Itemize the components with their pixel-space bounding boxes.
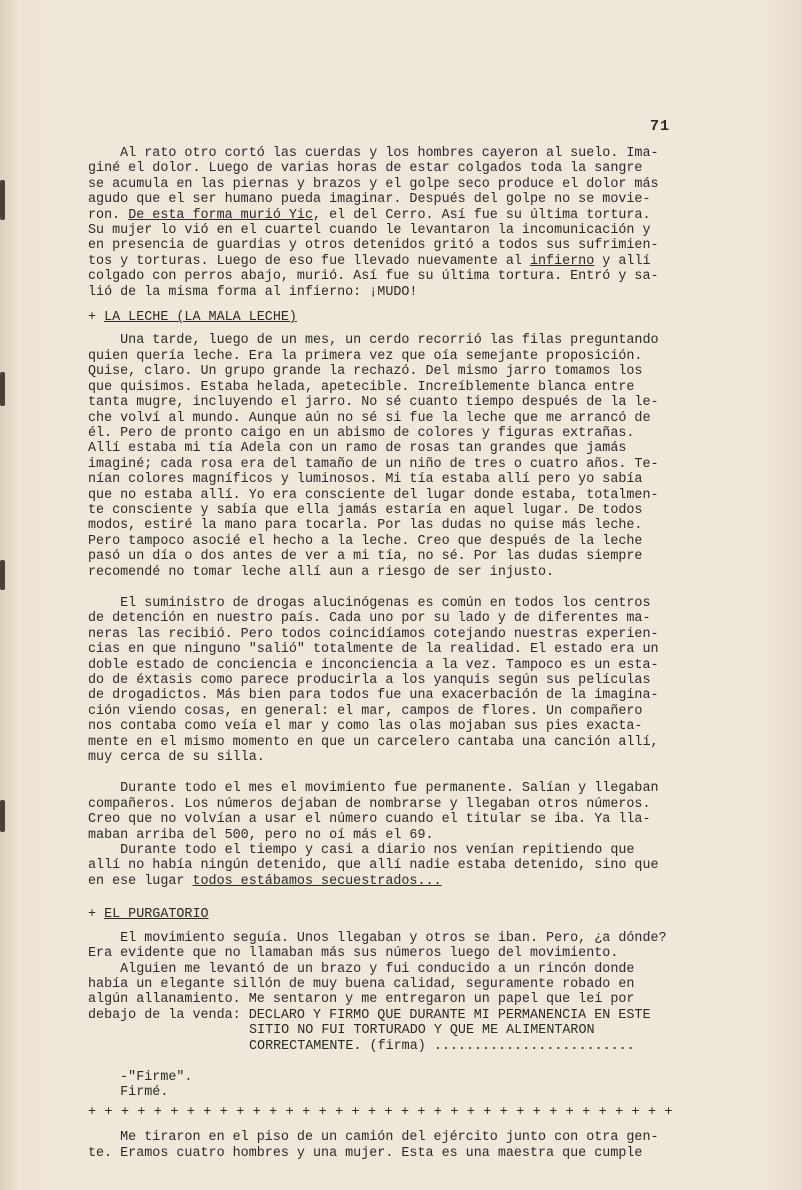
text-line: do de éxtasis como parece producirla a los yanquis según sus películas	[88, 673, 651, 688]
text-fragment: , el del Cerro. Así fue su última tortura.	[313, 207, 651, 223]
text-line: que quisimos. Estaba helada, apetecible. Increíblemente blanca entre	[88, 379, 635, 395]
text-line: se acumula en las piernas y brazos y el golpe seco produce el dolor más	[88, 176, 659, 192]
text-line: Al rato otro cortó las cuerdas y los hombres cayeron al suelo. Ima-	[88, 146, 659, 161]
text-line: pasó un día o dos antes de ver a mi tía, no sé. Por las dudas siempre	[88, 549, 643, 565]
text-line: tanta mugre, incluyendo el jarro. No sé cuanto tiempo después de la le-	[88, 395, 659, 411]
text-line: te consciente y sabía que ella jamás estaría en aquel lugar. De todos	[88, 502, 643, 518]
text-line: Pero tampoco asocié el hecho a la leche. Creo que después de la leche	[88, 533, 643, 549]
binding-mark	[0, 180, 5, 220]
text-line: maban arriba del 500, pero no oí más el 69.	[88, 827, 434, 843]
text-line: de drogadictos. Más bien para todos fue una exacerbación de la imagina-	[88, 688, 659, 704]
text-line: recomendé no tomar leche allí aun a riesgo de ser injusto.	[88, 564, 555, 580]
text-line: cias en que ninguno "salió" totalmente de la realidad. El estado era un	[88, 642, 659, 658]
text-line: Firmé.	[88, 1085, 169, 1101]
text-line: nos contaba como veía el mar y como las olas mojaban sus pies exacta-	[88, 719, 643, 735]
paragraph-5	[88, 931, 728, 1054]
text-line: mente en el mismo momento en que un carcelero cantaba una canción allí,	[88, 734, 659, 750]
text-line: lió de la misma forma al infierno: ¡MUDO!	[88, 284, 418, 300]
text-line: Su mujer lo vió en el cuartel cuando le levantaron la incomunicación y	[88, 223, 651, 239]
dialogue	[88, 1070, 728, 1101]
text-line	[88, 1008, 728, 1023]
binding-mark	[0, 372, 5, 406]
heading-text: LA LECHE (LA MALA LECHE)	[104, 310, 297, 326]
text-line: en presencia de guardias y otros detenidos gritó a todos sus sufrimien-	[88, 238, 659, 254]
underlined-phrase: todos estábamos secuestrados...	[192, 873, 442, 889]
text-line: modos, estiré la mano para tocarla. Por las dudas no quise más leche.	[88, 518, 643, 534]
text-line: doble estado de conciencia e inconciencia a la vez. Tampoco es un esta-	[88, 657, 659, 673]
section-heading-la-leche: + LA LECHE (LA MALA LECHE)	[88, 310, 297, 326]
section-heading-el-purgatorio: + EL PURGATORIO	[88, 907, 209, 923]
text-line: SITIO NO FUI TORTURADO Y QUE ME ALIMENTARON	[249, 1023, 595, 1039]
underlined-phrase: De esta forma murió Yic	[128, 207, 314, 223]
text-line: agudo que el ser humano pueda imaginar. Después del golpe no se movie-	[88, 192, 651, 208]
text-line: que no estaba allí. Yo era consciente del lugar donde estaba, totalmen-	[88, 487, 659, 503]
text-line	[88, 874, 728, 889]
text-line: muy cerca de su silla.	[88, 750, 265, 766]
underlined-phrase: infierno	[529, 253, 595, 269]
text-line	[88, 254, 728, 269]
text-line: quien quería leche. Era la primera vez que oía semejante proposición.	[88, 348, 643, 364]
text-line: de detención en nuestro país. Cada uno por su lado y de diferentes ma-	[88, 611, 651, 627]
heading-text: EL PURGATORIO	[104, 907, 209, 923]
text-line: él. Pero de pronto caigo en un abismo de colores y figuras extrañas.	[88, 425, 635, 441]
text-line: colgado con perros abajo, murió. Así fue su última tortura. Entró y sa-	[88, 269, 659, 285]
text-line: allí no había ningún detenido, que allí nadie estaba detenido, sino que	[88, 858, 659, 874]
text-line: algún allanamiento. Me sentaron y me entregaron un papel que leí por	[88, 992, 635, 1008]
text-line: CORRECTAMENTE. (firma) .........................	[249, 1038, 635, 1054]
text-line: Creo que no volvían a usar el número cuando el titular se iba. Ya lla-	[88, 812, 651, 828]
binding-mark	[0, 560, 5, 590]
paragraph-6	[88, 1130, 728, 1161]
page-number: 71	[650, 118, 671, 135]
text-line: Una tarde, luego de un mes, un cerdo recorrió las filas preguntando	[88, 333, 659, 349]
text-line: El suministro de drogas alucinógenas es común en todos los centros	[88, 595, 651, 611]
page-body	[88, 116, 728, 1161]
paragraph-1	[88, 146, 728, 300]
section-divider: + + + + + + + + + + + + + + + + + + + + + + + + + + + + + + + + + + + +	[88, 1104, 673, 1120]
text-line: ción viendo cosas, en general: el mar, campos de flores. Un compañero	[88, 703, 643, 719]
declaration-line: DECLARO Y FIRMO QUE DURANTE MI PERMANENCIA EN ESTE	[248, 1007, 651, 1023]
text-line: había un elegante sillón de muy buena calidad, seguramente robado en	[88, 976, 635, 992]
text-line: compañeros. Los números dejaban de nombrarse y llegaban otros números.	[88, 796, 651, 812]
text-line: nían colores magníficos y luminosos. Mi tía estaba allí pero yo sabía	[88, 472, 643, 488]
paragraph-3	[88, 596, 728, 765]
text-line: Allí estaba mi tía Adela con un ramo de rosas tan grandes que jamás	[88, 441, 627, 457]
text-line	[88, 208, 728, 223]
text-fragment: tos y torturas. Luego de eso fue llevado nuevamente al	[88, 253, 530, 269]
text-line: Me tiraron en el piso de un camión del ejército junto con otra gen-	[88, 1130, 659, 1146]
text-line: Durante todo el mes el movimiento fue permanente. Salían y llegaban	[88, 781, 659, 797]
text-line: imaginé; cada rosa era del tamaño de un niño de tres o cuatro años. Te-	[88, 456, 659, 472]
text-line: neras las recibió. Pero todos coincidíamos cotejando nuestras experien-	[88, 626, 659, 642]
text-line: Alguien me levantó de un brazo y fui conducido a un rincón donde	[88, 961, 635, 977]
text-line: El movimiento seguía. Unos llegaban y otros se iban. Pero, ¿a dónde?	[88, 930, 667, 946]
text-line: Era evidente que no llamaban más sus números luego del movimiento.	[88, 946, 619, 962]
text-fragment: y allí	[594, 253, 651, 269]
text-fragment: ron.	[88, 207, 129, 223]
paragraph-4	[88, 781, 728, 889]
binding-mark	[0, 800, 5, 832]
text-line: Quise, claro. Un grupo grande la rechazó. Del mismo jarro tomamos los	[88, 364, 643, 380]
text-line: che volví al mundo. Aunque aún no sé si fue la leche que me arrancó de	[88, 410, 651, 426]
text-line: -"Firme".	[88, 1069, 193, 1085]
text-fragment: debajo de la venda:	[88, 1007, 249, 1023]
text-line: Durante todo el tiempo y casi a diario nos venían repitiendo que	[88, 843, 635, 859]
text-line: te. Eramos cuatro hombres y una mujer. Esta es una maestra que cumple	[88, 1145, 643, 1161]
paragraph-2	[88, 333, 728, 580]
text-fragment: en ese lugar	[88, 873, 193, 889]
text-line: giné el dolor. Luego de varias horas de estar colgados toda la sangre	[88, 161, 643, 177]
